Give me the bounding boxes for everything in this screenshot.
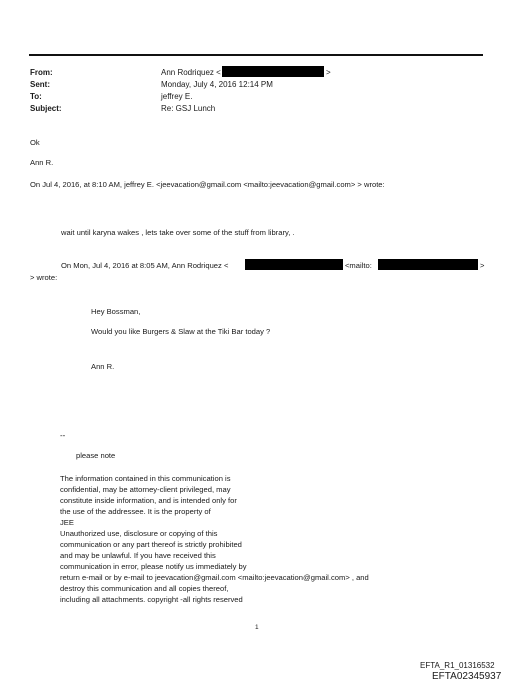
header-divider xyxy=(29,54,483,56)
from-value: Ann Rodriquez < xyxy=(161,68,221,77)
signature-1: Ann R. xyxy=(30,158,54,167)
quote-intro-2-wrote: > wrote: xyxy=(30,273,58,282)
signature-2: Ann R. xyxy=(91,362,115,371)
quote-intro-2-close: > xyxy=(480,261,485,270)
body-ok: Ok xyxy=(30,138,40,147)
reply-text: wait until karyna wakes , lets take over some of the stuff from library, . xyxy=(61,228,295,237)
sent-value: Monday, July 4, 2016 12:14 PM xyxy=(161,80,273,89)
quote-intro-1: On Jul 4, 2016, at 8:10 AM, jeffrey E. <jeevacation@gmail.com <mailto:jeevacation@gmail.com> > wrote: xyxy=(30,180,385,189)
disclaimer-line: the use of the addressee. It is the property of xyxy=(60,507,211,516)
redaction-box xyxy=(222,66,324,77)
redaction-box xyxy=(378,259,478,270)
disclaimer-line: communication or any part thereof is strictly prohibited xyxy=(60,540,242,549)
quote-intro-2-mailto: <mailto: xyxy=(345,261,372,270)
subject-label: Subject: xyxy=(30,104,62,113)
from-label: From: xyxy=(30,68,53,77)
disclaimer-line: and may be unlawful. If you have received this xyxy=(60,551,216,560)
quote-intro-2: On Mon, Jul 4, 2016 at 8:05 AM, Ann Rodriquez < xyxy=(61,261,229,270)
separator-dashes: -- xyxy=(60,431,66,440)
bates-number-1: EFTA_R1_01316532 xyxy=(420,661,495,670)
from-close: > xyxy=(326,68,331,77)
page-number: 1 xyxy=(255,624,259,631)
redaction-box xyxy=(245,259,343,270)
disclaimer-line: confidential, may be attorney-client privileged, may xyxy=(60,485,231,494)
sent-label: Sent: xyxy=(30,80,50,89)
please-note: please note xyxy=(76,451,116,460)
question: Would you like Burgers & Slaw at the Tiki Bar today ? xyxy=(91,327,271,336)
bates-number-2: EFTA02345937 xyxy=(432,671,502,682)
disclaimer-line: return e-mail or by e-mail to jeevacation@gmail.com <mailto:jeevacation@gmail.com> , and xyxy=(60,573,369,582)
disclaimer-line: constitute inside information, and is intended only for xyxy=(60,496,237,505)
disclaimer-line: JEE xyxy=(60,518,74,527)
disclaimer-line: destroy this communication and all copies thereof, xyxy=(60,584,229,593)
disclaimer-line: communication in error, please notify us immediately by xyxy=(60,562,247,571)
disclaimer-line: The information contained in this communication is xyxy=(60,474,231,483)
disclaimer-line: Unauthorized use, disclosure or copying of this xyxy=(60,529,218,538)
to-value: jeffrey E. xyxy=(161,92,193,101)
greeting: Hey Bossman, xyxy=(91,307,141,316)
disclaimer-line: including all attachments. copyright -all rights reserved xyxy=(60,595,243,604)
subject-value: Re: GSJ Lunch xyxy=(161,104,216,113)
to-label: To: xyxy=(30,92,42,101)
